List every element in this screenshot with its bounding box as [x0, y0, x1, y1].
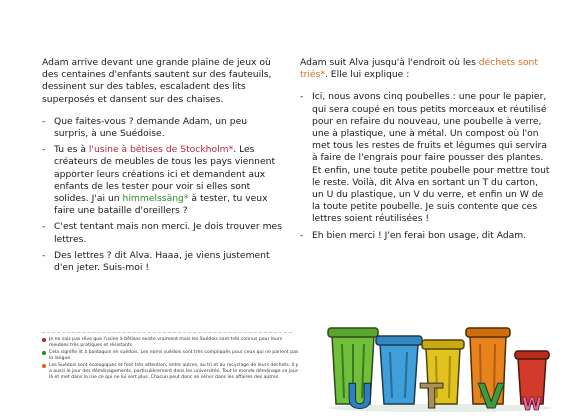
- recycling-bins-illustration: [322, 318, 554, 412]
- dialogue-line: [300, 230, 550, 242]
- intro-text: . Elle lui explique :: [324, 69, 410, 81]
- footnote-item: [42, 363, 300, 381]
- footnote-bullet-icon: [42, 351, 46, 355]
- footnote-bullet-icon: [42, 364, 46, 368]
- letter-u: U: [346, 377, 374, 412]
- footnote-bullet-icon: [42, 338, 46, 342]
- letter-w: W: [522, 394, 542, 412]
- dialogue-text: C'est tentant mais non merci. Je dois trouver mes lettres.: [54, 221, 283, 245]
- dialogue-line: [300, 91, 550, 225]
- dialogue-text: Tu es à: [54, 144, 89, 156]
- footnote-term-stockholm: l'usine à bêtises de Stockholm*: [88, 144, 234, 156]
- dialogue-text: . Les créateurs de meubles de tous les pays viennent apporter leurs créations ici et demandent aux enfants de les tester pour voir si elles sont solides. J'ai un: [54, 144, 276, 205]
- footnote-term-dechets: déchets sont triés*: [300, 57, 538, 81]
- dialogue-line: [42, 250, 282, 274]
- dialogue-line: [42, 221, 282, 245]
- left-dialogue-list: [42, 116, 282, 274]
- dialogue-text: Que faites-vous ? demande Adam, un peu surpris, à une Suédoise.: [54, 115, 248, 140]
- dialogue-line: [42, 116, 282, 140]
- footnote-text: Je ne sais pas rêve que l'usine à bêtises existe vraiment mais les Suédois sont très connus pour leurs meubles très pratiques et résistants.: [49, 337, 283, 348]
- footnotes: [42, 337, 300, 382]
- footnote-term-himmelssang: himmelssäng*: [122, 193, 189, 205]
- dialogue-text: Eh bien merci ! J'en ferai bon usage, dit Adam.: [312, 229, 527, 241]
- footnote-item: [42, 350, 300, 362]
- intro-text: Adam suit Alva jusqu'à l'endroit où les: [300, 57, 479, 68]
- footnote-divider: [42, 332, 292, 333]
- dialogue-text: à tester, tu veux faire une bataille d'oreillers ?: [54, 193, 268, 217]
- left-intro-paragraph: Adam arrive devant une grande plaine de jeux où des centaines d'enfants sautent sur des fauteuils, dessinent sur des tables, escaladent des lits superposés et dansent sur des chaises.: [42, 57, 272, 105]
- right-intro-paragraph: [300, 57, 550, 81]
- left-column: [42, 57, 282, 278]
- footnote-text: Les Suédois sont écologiques et font très attention, entre autres, au tri et au recyclage de leurs déchets. Il y a aussi le jour des déménagements, particulièrement dans les universités. Tout le monde déménage ce jour-là et met dans la rue ce qui ne lui sert plus. Chacun peut donc se servir dans les affaires des autres.: [49, 363, 300, 380]
- dialogue-text: Des lettres ? dit Alva. Haaa, je viens justement d'en jeter. Suis-moi !: [54, 249, 270, 274]
- letter-t: T: [420, 377, 444, 412]
- letter-v: V: [478, 377, 505, 412]
- dialogue-text: Ici, nous avons cinq poubelles : une pour le papier, qui sera coupé en tous petits morceaux et réutilisé pour en refaire du nouveau, une poubelle à verre, une à plastique, une à métal. Un compost où l'on met tous les restes de fruits et légumes qui servira à faire de l'engrais pour faire pousser des plantes. Et enfin, une toute petite poubelle pour mettre tout le reste. Voilà, dit Alva en sortant un T du carton, un U du plastique, un V du verre, et enfin un W de la toute petite poubelle. Je suis contente que ces lettres soient réutilisées !: [312, 91, 550, 225]
- footnote-text: Cela signifie lit à baldaquin en suédois. Les noms suédois sont très compliqués pour ceux qui ne parlent pas la langue.: [49, 350, 299, 361]
- dialogue-line: [42, 144, 282, 217]
- right-column: [300, 57, 550, 246]
- right-dialogue-list: [300, 91, 550, 241]
- footnote-item: [42, 337, 300, 349]
- blue-bin-icon: [376, 336, 422, 404]
